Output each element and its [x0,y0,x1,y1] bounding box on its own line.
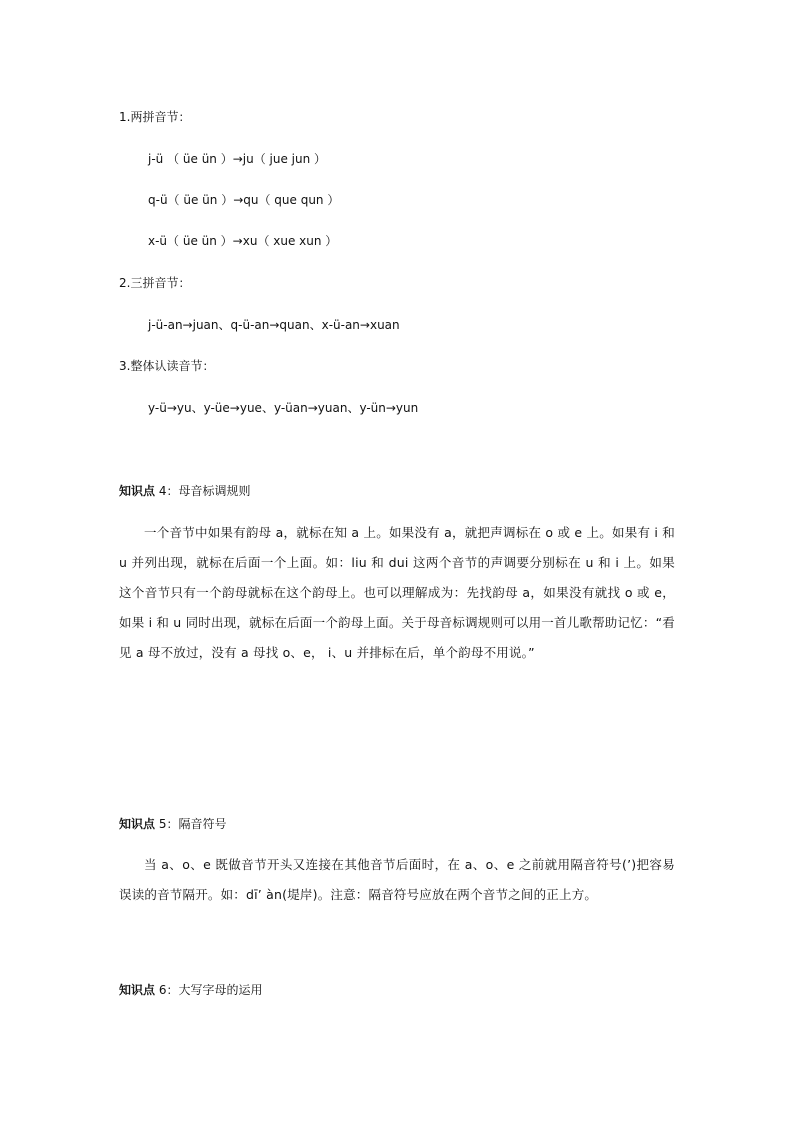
kp6-label: 知识点 [119,983,156,997]
knowledge-point-4-body: 一个音节中如果有韵母 a，就标在知 a 上。如果没有 a，就把声调标在 o 或 e 上。如果有 i 和 u 并列出现，就标在后面一个上面。如：liu 和 dui 这两个音节的声调要分别标在 u 和 i 上。如果这个音节只有一个韵母就标在这个韵母上。也可以理解成为：先找韵母 a，如果没有就找 o 或 e，如果 i 和 u 同时出现，就标在后面一个韵母上面。关于母音标调规则可以用一首儿歌帮助记忆：“看见 a 母不放过，没有 a 母找 o、e， i、u 并排标在后，单个韵母不用说。” [119,525,675,660]
section1-line-q: q-ü（ üe ün ）→qu（ que qun ） [148,193,340,207]
kp4-label: 知识点 [119,484,156,498]
kp5-title: ：隔音符号 [166,817,227,831]
kp5-label: 知识点 [119,817,156,831]
section2-line: j-ü-an→juan、q-ü-an→quan、x-ü-an→xuan [148,318,400,332]
section1-heading: 1.两拼音节： [119,110,191,124]
kp6-title: ：大写字母的运用 [166,983,263,997]
kp4-number: 4 [158,484,167,498]
section1-line-j: j-ü （ üe ün ）→ju（ jue jun ） [148,152,327,166]
section3-heading: 3.整体认读音节： [119,359,215,373]
section3-line: y-ü→yu、y-üe→yue、y-üan→yuan、y-ün→yun [148,401,419,415]
section1-line-x: x-ü（ üe ün ）→xu（ xue xun ） [148,234,338,248]
knowledge-point-4-heading [119,484,251,498]
section2-heading: 2.三拼音节： [119,276,191,290]
knowledge-point-5-heading [119,817,227,831]
knowledge-point-6-heading [119,983,263,997]
kp5-number: 5 [158,817,167,831]
kp4-title: ：母音标调规则 [166,484,251,498]
kp6-number: 6 [158,983,167,997]
knowledge-point-5-body: 当 a、o、e 既做音节开头又连接在其他音节后面时，在 a、o、e 之前就用隔音符号(’)把容易误读的音节隔开。如：dī’ àn(堤岸)。注意：隔音符号应放在两个音节之间的正上方。 [119,857,675,902]
